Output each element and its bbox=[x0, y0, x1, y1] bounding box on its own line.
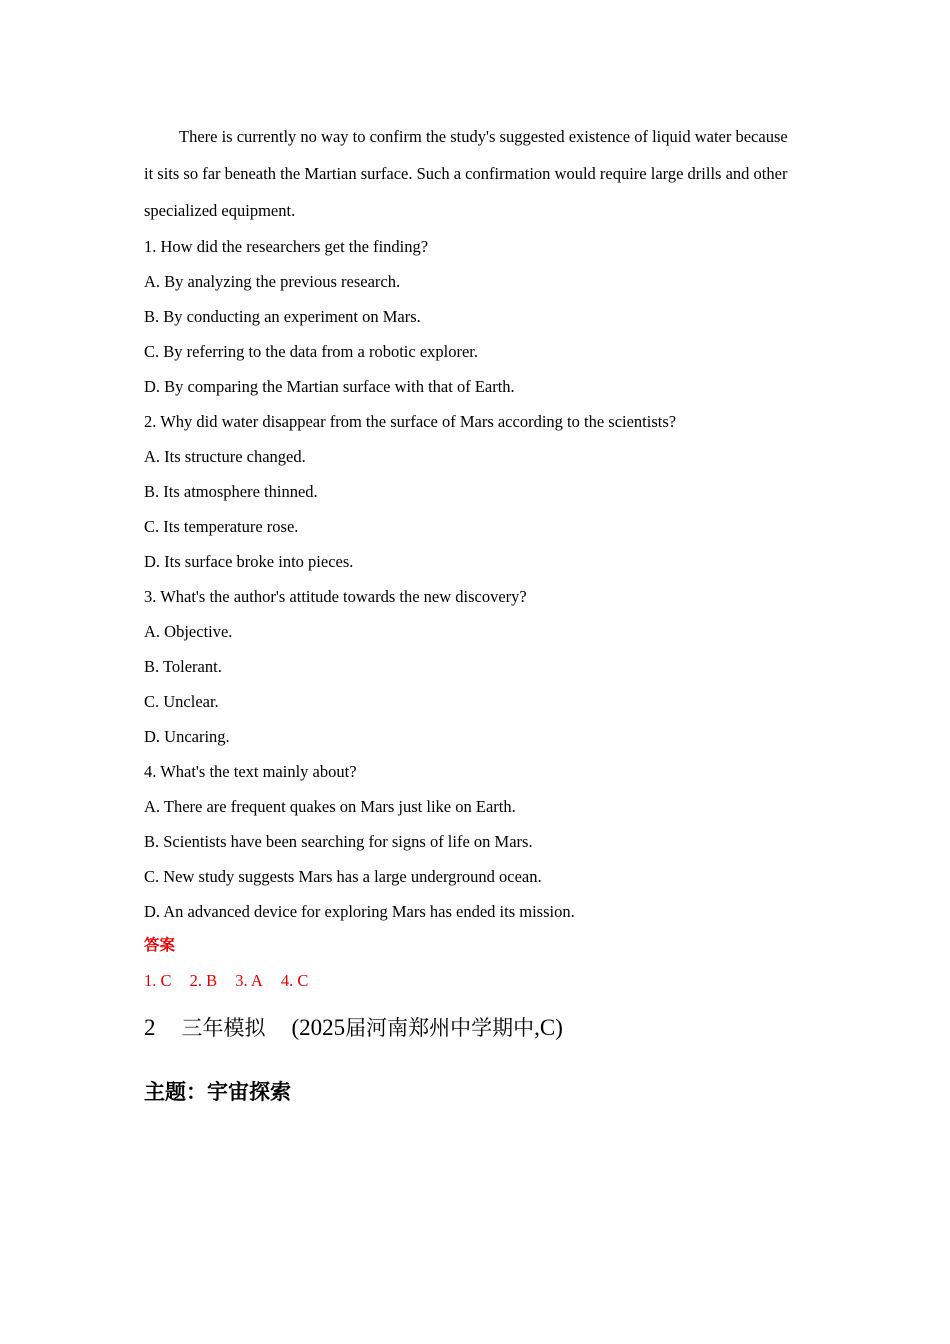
question-4-option-d: D. An advanced device for exploring Mars has ended its mission. bbox=[144, 902, 575, 921]
question-3-stem: 3. What's the author's attitude towards the new discovery? bbox=[144, 587, 527, 606]
question-2-option-b: B. Its atmosphere thinned. bbox=[144, 482, 318, 501]
section-2-heading bbox=[144, 1013, 563, 1043]
section-2-source-school: 届河南郑州中学期中 bbox=[345, 1016, 535, 1040]
question-1-option-c: C. By referring to the data from a robotic explorer. bbox=[144, 342, 479, 361]
question-3-option-d: D. Uncaring. bbox=[144, 727, 230, 746]
question-1-stem: 1. How did the researchers get the finding? bbox=[144, 237, 429, 256]
answer-list bbox=[144, 971, 322, 991]
section-2-source-open: (2025 bbox=[291, 1015, 346, 1040]
question-1-option-a: A. By analyzing the previous research. bbox=[144, 272, 401, 291]
answer-label: 答案 bbox=[144, 936, 176, 954]
section-2-title: 三年模拟 bbox=[181, 1016, 266, 1040]
question-3-option-a: A. Objective. bbox=[144, 622, 233, 641]
question-3-option-b: B. Tolerant. bbox=[144, 657, 222, 676]
question-1-option-d: D. By comparing the Martian surface with that of Earth. bbox=[144, 377, 515, 396]
passage-paragraph: There is currently no way to confirm the study's suggested existence of liquid water because it sits so far beneath the Martian surface. Such a confirmation would require large drills and other specialized equipment. bbox=[144, 127, 788, 220]
question-2-stem: 2. Why did water disappear from the surface of Mars according to the scientists? bbox=[144, 412, 677, 431]
question-4-stem: 4. What's the text mainly about? bbox=[144, 762, 357, 781]
question-4-option-a: A. There are frequent quakes on Mars just like on Earth. bbox=[144, 797, 516, 816]
question-3-option-c: C. Unclear. bbox=[144, 692, 219, 711]
answer-1: 1. C bbox=[144, 971, 172, 990]
section-2-number: 2 bbox=[144, 1015, 156, 1040]
question-1-option-b: B. By conducting an experiment on Mars. bbox=[144, 307, 421, 326]
answer-3: 3. A bbox=[235, 971, 263, 990]
answer-4: 4. C bbox=[280, 971, 309, 990]
question-4-option-c: C. New study suggests Mars has a large underground ocean. bbox=[144, 867, 542, 886]
question-2-option-c: C. Its temperature rose. bbox=[144, 517, 299, 536]
answer-2: 2. B bbox=[189, 971, 218, 990]
theme-heading: 主题：宇宙探索 bbox=[144, 1080, 291, 1104]
question-4-option-b: B. Scientists have been searching for signs of life on Mars. bbox=[144, 832, 533, 851]
question-2-option-d: D. Its surface broke into pieces. bbox=[144, 552, 354, 571]
section-2-source-close: ,C) bbox=[534, 1015, 563, 1040]
question-2-option-a: A. Its structure changed. bbox=[144, 447, 306, 466]
